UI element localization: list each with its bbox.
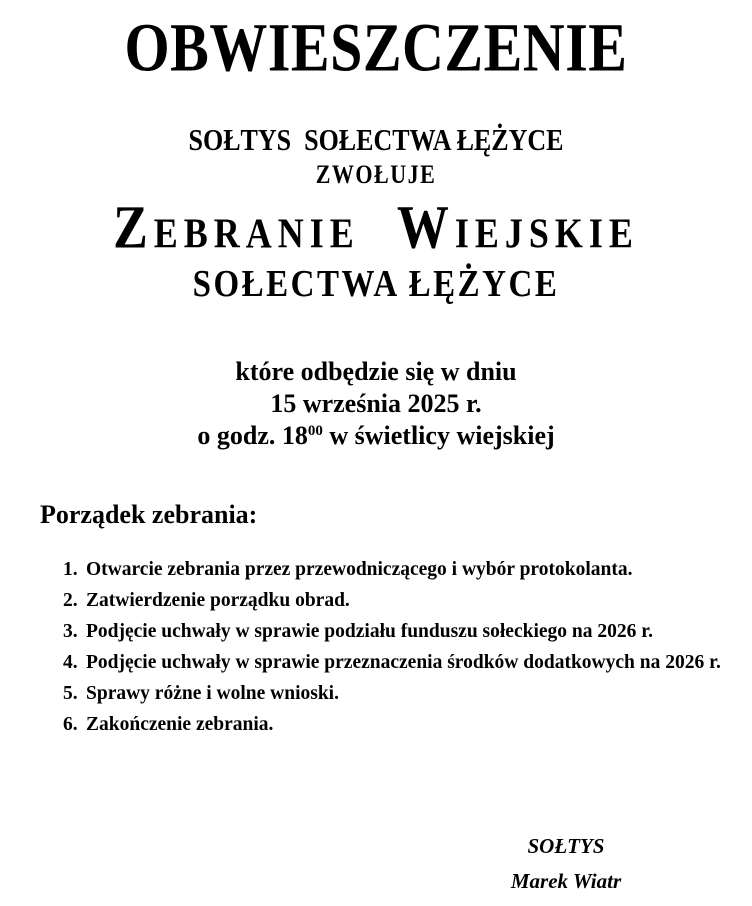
agenda-item	[0, 651, 752, 675]
event-name: Zebranie Wiejskie	[113, 194, 639, 262]
agenda-list	[0, 558, 752, 744]
action-line: ZWOŁUJE	[315, 159, 437, 190]
datetime-line-3-post: w świetlicy wiejskiej	[322, 421, 555, 450]
agenda-item	[0, 713, 752, 737]
datetime-line-3-pre: o godz. 18	[197, 421, 308, 450]
agenda-item-number: 1.	[63, 559, 78, 580]
announcement-title: OBWIESZCZENIE	[124, 9, 628, 86]
event-datetime	[0, 356, 752, 452]
agenda-item-text: Otwarcie zebrania przez przewodniczącego i wybór protokolanta.	[86, 559, 633, 580]
agenda-item-text: Sprawy różne i wolne wnioski.	[86, 683, 339, 704]
agenda-item	[0, 620, 752, 644]
agenda-item-text: Zakończenie zebrania.	[86, 714, 274, 735]
signature-name: Marek Wiatr	[510, 869, 622, 893]
agenda-item	[0, 558, 752, 582]
agenda-item-number: 4.	[63, 652, 78, 673]
agenda-item-number: 2.	[63, 590, 78, 611]
agenda-item-number: 3.	[63, 621, 78, 642]
datetime-line-1: które odbędzie się w dniu	[235, 357, 517, 386]
datetime-line-2: 15 września 2025 r.	[270, 389, 482, 418]
agenda-item-number: 6.	[63, 714, 78, 735]
signature-role: SOŁTYS	[527, 834, 605, 858]
agenda-item-text: Zatwierdzenie porządku obrad.	[86, 590, 350, 611]
agenda-item-text: Podjęcie uchwały w sprawie przeznaczenia środków dodatkowych na 2026 r.	[86, 652, 721, 673]
signature-block	[430, 836, 702, 892]
convener-line: SOŁTYS SOŁECTWA ŁĘŻYCE	[188, 122, 564, 157]
agenda-item	[0, 589, 752, 613]
time-superscript: 00	[307, 423, 323, 439]
agenda-item-number: 5.	[63, 683, 78, 704]
datetime-line-3	[0, 420, 752, 452]
event-scope: SOŁECTWA ŁĘŻYCE	[192, 263, 560, 306]
agenda-heading: Porządek zebrania:	[40, 500, 258, 529]
agenda-item	[0, 682, 752, 706]
agenda-item-text: Podjęcie uchwały w sprawie podziału funduszu sołeckiego na 2026 r.	[86, 621, 653, 642]
